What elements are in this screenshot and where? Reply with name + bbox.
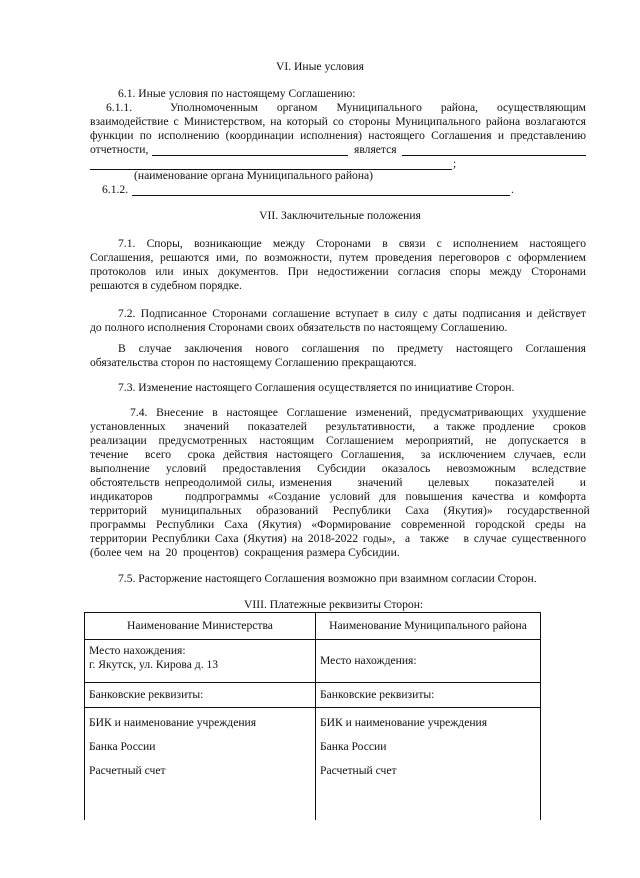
clause-7-4-line: 7.4. Внесение в настоящее Соглашение изменений, предусматривающих ухудшение <box>130 406 586 419</box>
section-8-title: VIII. Платежные реквизиты Сторон: <box>244 598 424 611</box>
section-7-title: VII. Заключительные положения <box>259 209 421 222</box>
clause-7-1-line: 7.1. Споры, возникающие между Сторонами в связи с исполнением настоящего <box>118 237 586 250</box>
clause-6-1-2: 6.1.2. <box>102 183 129 196</box>
clause-6-1-1-line-2: взаимодействие с Министерством, на который со стороны Муниципального района возлагаются <box>90 115 586 128</box>
clause-7-4-line: выполнение условий предоставления Субсидии оказалось невозможным вследствие <box>90 462 586 475</box>
table-row <box>85 683 541 708</box>
payment-details-table <box>84 612 541 820</box>
clause-7-4-line: установленных значений показателей результативности, а также продление сроков <box>90 420 586 433</box>
clause-7-4-line: территорий муниципальных образований Республики Саха (Якутия)» государственной <box>90 504 590 517</box>
municipal-location-label: Место нахождения: <box>320 654 417 667</box>
ministry-location-cell <box>85 640 316 683</box>
ministry-bank-details-cell <box>85 708 316 821</box>
clause-7-1-line: протоколов или иных документов. При недостижении согласия споры между Сторонами <box>90 265 586 278</box>
ministry-bank-russia: Банка России <box>89 740 156 753</box>
clause-7-5: 7.5. Расторжение настоящего Соглашения возможно при взаимном согласии Сторон. <box>118 572 537 585</box>
blank-line <box>402 155 586 156</box>
clause-6-1-1-is: является <box>354 143 397 156</box>
clause-7-1-line: решаются в судебном порядке. <box>90 279 242 292</box>
section-6-title: VI. Иные условия <box>276 60 364 73</box>
clause-6-1-2-end: . <box>511 183 514 196</box>
ministry-account: Расчетный счет <box>89 764 166 777</box>
clause-7-2-line: до полного исполнения Сторонами своих обязательств по настоящему Соглашению. <box>90 321 508 334</box>
ministry-location-label: Место нахождения: <box>89 644 186 657</box>
clause-7-4-line: индикаторов подпрограммы «Создание условий для повышения качества и комфорта <box>90 490 586 503</box>
clause-7-2-line: 7.2. Подписанное Сторонами соглашение вступает в силу с даты подписания и действует <box>118 307 586 320</box>
clause-7-1-line: Соглашения, решаются ими, по возможности, путем проведения переговоров с оформлением <box>90 251 586 264</box>
clause-7-4-line: территории Республики Саха (Якутия) на 2018-2022 годы», а также в случае существенного <box>90 532 586 545</box>
municipal-account: Расчетный счет <box>320 764 397 777</box>
municipal-bik-label: БИК и наименование учреждения <box>320 716 488 729</box>
clause-6-1: 6.1. Иные условия по настоящему Соглашению: <box>118 87 356 100</box>
clause-7-2b-line: В случае заключения нового соглашения по предмету настоящего Соглашения <box>118 342 586 355</box>
municipal-location-cell <box>316 640 541 683</box>
blank-line <box>152 155 348 156</box>
clause-7-4-line: течение всего срока действия настоящего Соглашения, за исключением случаев, если <box>90 448 586 461</box>
col-ministry-header: Наименование Министерства <box>85 613 316 640</box>
clause-7-4-line: (более чем на 20 процентов) сокращения размера Субсидии. <box>90 546 400 559</box>
clause-6-1-1-semicolon: ; <box>453 157 457 170</box>
clause-7-3: 7.3. Изменение настоящего Соглашения осуществляется по инициативе Сторон. <box>118 381 515 394</box>
table-row <box>85 613 541 640</box>
caption-authority-name: (наименование органа Муниципального района) <box>134 169 374 182</box>
clause-7-4-line: реализации предусмотренных настоящим Соглашением мероприятий, не допускается в <box>90 434 586 447</box>
ministry-bank-label: Банковские реквизиты: <box>85 683 316 708</box>
clause-6-1-1-line-1: 6.1.1. Уполномоченным органом Муниципального района, осуществляющим <box>106 101 586 114</box>
municipal-bank-label: Банковские реквизиты: <box>316 683 541 708</box>
municipal-bank-details-cell <box>316 708 541 821</box>
clause-6-1-1-line-3: функции по исполнению (координации исполнения) настоящего Соглашения и представлению <box>90 129 586 142</box>
col-municipal-header: Наименование Муниципального района <box>316 613 541 640</box>
ministry-bik-label: БИК и наименование учреждения <box>89 716 257 729</box>
clause-7-4-line: программы Республики Саха (Якутия) «Формирование современной городской среды на <box>90 518 586 531</box>
table-row <box>85 708 541 821</box>
ministry-location-value: г. Якутск, ул. Кирова д. 13 <box>89 658 219 671</box>
clause-6-1-1-reporting: отчетности, <box>90 143 149 156</box>
clause-7-4-line: обстоятельств непреодолимой силы, изменения значений целевых показателей и <box>90 476 586 489</box>
table-row <box>85 640 541 683</box>
municipal-bank-russia: Банка России <box>320 740 387 753</box>
clause-7-2b-line: обязательства сторон по настоящему Соглашению прекращаются. <box>90 356 417 369</box>
blank-line <box>132 195 510 196</box>
